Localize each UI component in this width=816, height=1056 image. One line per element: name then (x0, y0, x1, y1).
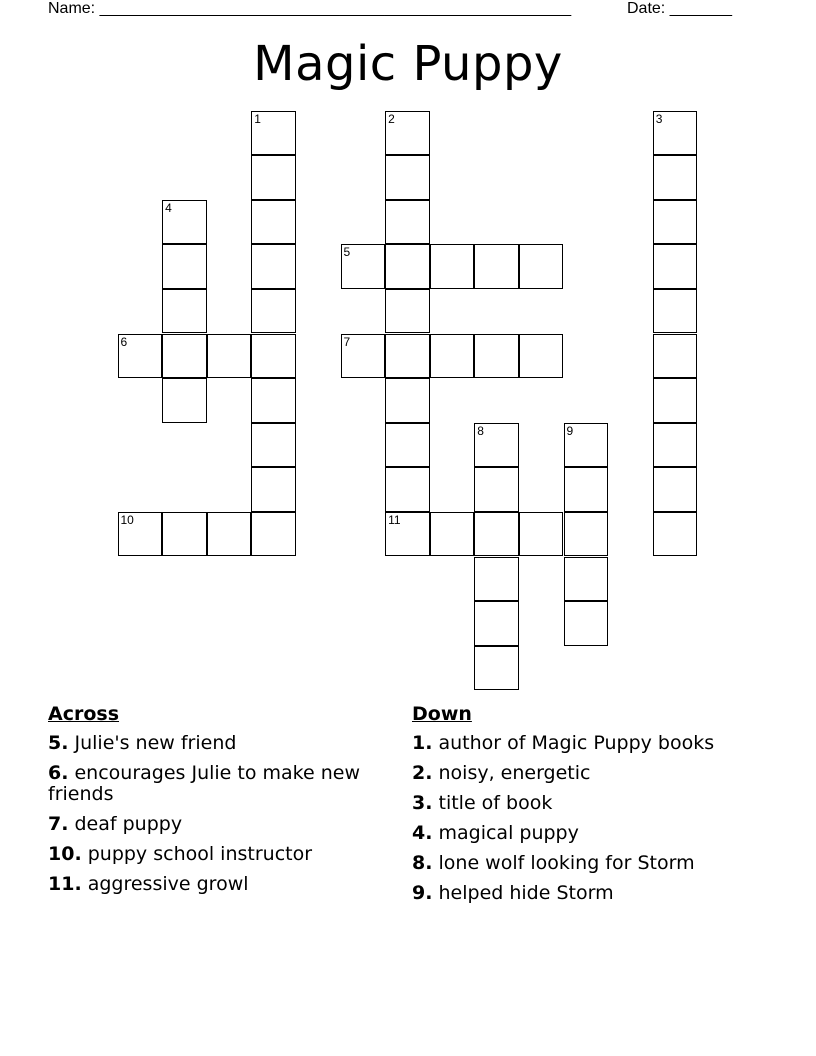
clue-number-label: 8. (412, 852, 433, 874)
grid-cell[interactable] (207, 512, 252, 557)
grid-cell[interactable] (474, 646, 519, 691)
down-clue (412, 883, 752, 904)
grid-cell[interactable] (430, 512, 475, 557)
clue-number-label: 9. (412, 882, 433, 904)
grid-cell[interactable] (653, 378, 698, 423)
clue-number-label: 11. (48, 873, 82, 895)
grid-cell[interactable] (653, 467, 698, 512)
grid-cell[interactable] (162, 200, 207, 245)
grid-cell[interactable] (519, 512, 564, 557)
grid-cell[interactable] (385, 512, 430, 557)
clue-text: aggressive growl (81, 873, 249, 895)
clue-number: 9 (566, 423, 574, 438)
clue-text: helped hide Storm (432, 882, 614, 904)
down-clue (412, 853, 752, 874)
down-clue (412, 823, 752, 844)
grid-cell[interactable] (385, 423, 430, 468)
grid-cell[interactable] (118, 512, 163, 557)
grid-cell[interactable] (251, 111, 296, 156)
grid-cell[interactable] (564, 557, 609, 602)
clue-text: magical puppy (432, 822, 579, 844)
grid-cell[interactable] (162, 334, 207, 379)
clue-number: 4 (165, 200, 172, 215)
grid-cell[interactable] (162, 244, 207, 289)
grid-cell[interactable] (653, 512, 698, 557)
grid-cell[interactable] (564, 601, 609, 646)
clue-number: 2 (388, 111, 395, 126)
clue-number-label: 3. (412, 792, 433, 814)
clue-text: author of Magic Puppy books (432, 732, 715, 754)
down-clue (412, 733, 752, 754)
across-clue (48, 874, 378, 895)
date-field-label: Date: _______ (627, 0, 732, 17)
across-clue (48, 844, 378, 865)
grid-cell[interactable] (474, 601, 519, 646)
grid-cell[interactable] (564, 467, 609, 512)
clue-text: noisy, energetic (432, 762, 591, 784)
clue-number: 8 (477, 423, 484, 438)
down-clue (412, 763, 752, 784)
grid-cell[interactable] (251, 289, 296, 334)
grid-cell[interactable] (385, 244, 430, 289)
name-field-label: Name: _____________________________________________________ (48, 0, 572, 17)
across-clue (48, 763, 378, 805)
grid-cell[interactable] (474, 467, 519, 512)
grid-cell[interactable] (251, 200, 296, 245)
down-clues (412, 701, 752, 913)
clue-number-label: 2. (412, 762, 433, 784)
across-clue (48, 733, 378, 754)
clue-number-label: 5. (48, 732, 69, 754)
grid-cell[interactable] (341, 244, 386, 289)
grid-cell[interactable] (519, 244, 564, 289)
across-clues (48, 701, 378, 904)
down-clue (412, 793, 752, 814)
grid-cell[interactable] (474, 557, 519, 602)
grid-cell[interactable] (251, 423, 296, 468)
grid-cell[interactable] (118, 334, 163, 379)
grid-cell[interactable] (564, 512, 609, 557)
grid-cell[interactable] (653, 200, 698, 245)
clue-number: 1 (254, 111, 261, 126)
grid-cell[interactable] (653, 244, 698, 289)
clue-text: deaf puppy (68, 813, 183, 835)
grid-cell[interactable] (385, 155, 430, 200)
grid-cell[interactable] (564, 423, 609, 468)
clue-number-label: 6. (48, 762, 69, 784)
clue-number-label: 1. (412, 732, 433, 754)
grid-cell[interactable] (519, 334, 564, 379)
across-clue-list (48, 733, 378, 895)
grid-cell[interactable] (385, 378, 430, 423)
grid-cell[interactable] (341, 334, 386, 379)
grid-cell[interactable] (251, 244, 296, 289)
grid-cell[interactable] (474, 512, 519, 557)
grid-cell[interactable] (653, 423, 698, 468)
grid-cell[interactable] (162, 378, 207, 423)
across-heading: Across (48, 703, 120, 725)
grid-cell[interactable] (430, 244, 475, 289)
clue-number: 10 (120, 512, 134, 527)
clue-number: 5 (343, 245, 351, 260)
grid-cell[interactable] (162, 512, 207, 557)
grid-cell[interactable] (474, 334, 519, 379)
grid-cell[interactable] (385, 334, 430, 379)
grid-cell[interactable] (251, 155, 296, 200)
clue-text: Julie's new friend (68, 732, 237, 754)
down-heading: Down (412, 703, 472, 725)
grid-cell[interactable] (474, 423, 519, 468)
grid-cell[interactable] (653, 155, 698, 200)
grid-cell[interactable] (653, 111, 698, 156)
clue-text: title of book (432, 792, 553, 814)
grid-cell[interactable] (653, 334, 698, 379)
clue-text: puppy school instructor (81, 843, 313, 865)
clue-text: lone wolf looking for Storm (432, 852, 695, 874)
clue-number-label: 10. (48, 843, 82, 865)
down-clue-list (412, 733, 752, 904)
grid-cell[interactable] (385, 289, 430, 334)
grid-cell[interactable] (207, 334, 252, 379)
clue-number: 6 (120, 334, 128, 349)
clue-number: 3 (655, 111, 663, 126)
grid-cell[interactable] (251, 467, 296, 512)
grid-cell[interactable] (251, 378, 296, 423)
clue-text: encourages Julie to make new friends (48, 762, 361, 805)
across-clue (48, 814, 378, 835)
grid-cell[interactable] (474, 244, 519, 289)
grid-cell[interactable] (251, 512, 296, 557)
clue-number: 7 (343, 334, 351, 349)
grid-cell[interactable] (430, 334, 475, 379)
grid-cell[interactable] (162, 289, 207, 334)
clue-number-label: 7. (48, 813, 69, 835)
puzzle-title: Magic Puppy (253, 36, 563, 92)
grid-cell[interactable] (385, 200, 430, 245)
grid-cell[interactable] (385, 467, 430, 512)
grid-cell[interactable] (385, 111, 430, 156)
grid-cell[interactable] (251, 334, 296, 379)
clue-number-label: 4. (412, 822, 433, 844)
clue-number: 11 (388, 512, 401, 527)
grid-cell[interactable] (653, 289, 698, 334)
